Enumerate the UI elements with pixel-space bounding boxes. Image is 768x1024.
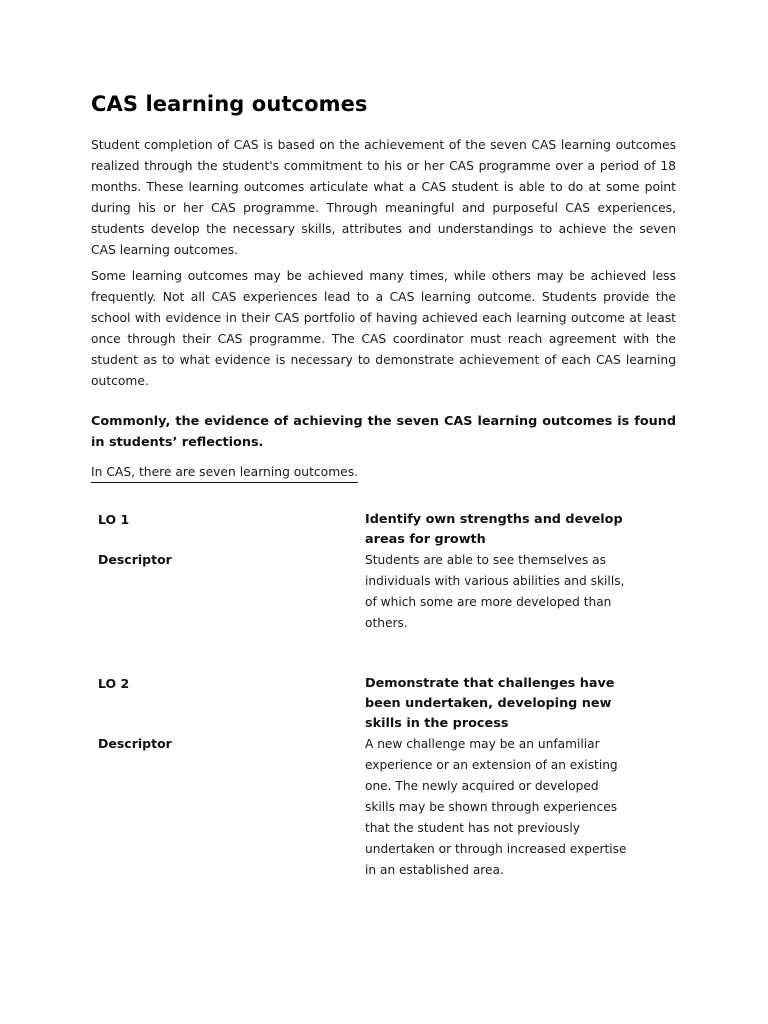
page-title: CAS learning outcomes [91, 92, 368, 116]
outcome-title: Identify own strengths and develop areas for growth [365, 512, 623, 547]
intro-paragraph-1: Student completion of CAS is based on the achievement of the seven CAS learning outcomes realized through the student's commitment to his or her CAS programme over a period of 18 months. These learning outcomes articulate what a CAS student is able to do at some point during his or her CAS programme. Through meaningful and purposeful CAS experiences, students develop the necessary skills, attributes and understandings to achieve the seven CAS learning outcomes. [91, 138, 676, 257]
descriptor-text: A new challenge may be an unfamiliar experience or an extension of an existing one. The newly acquired or developed skills may be shown through experiences that the student has not previously undertaken or through increased expertise in an established area. [365, 737, 627, 877]
outcome-title: Demonstrate that challenges have been undertaken, developing new skills in the process [365, 676, 615, 731]
emphasis-paragraph: Commonly, the evidence of achieving the seven CAS learning outcomes is found in students’ reflections. [91, 414, 676, 450]
intro-paragraph-2: Some learning outcomes may be achieved many times, while others may be achieved less frequently. Not all CAS experiences lead to a CAS learning outcome. Students provide the school with evidence in their CAS portfolio of having achieved each learning outcome at least once through their CAS programme. The CAS coordinator must reach agreement with the student as to what evidence is necessary to demonstrate achievement of each CAS learning outcome. [91, 269, 676, 388]
outcome-label: LO 2 [98, 676, 130, 691]
descriptor-label: Descriptor [98, 552, 172, 567]
outcomes-intro: In CAS, there are seven learning outcomes. [91, 462, 358, 483]
descriptor-text: Students are able to see themselves as individuals with various abilities and skills, of which some are more developed than others. [365, 553, 625, 630]
descriptor-label: Descriptor [98, 736, 172, 751]
outcome-label: LO 1 [98, 512, 130, 527]
